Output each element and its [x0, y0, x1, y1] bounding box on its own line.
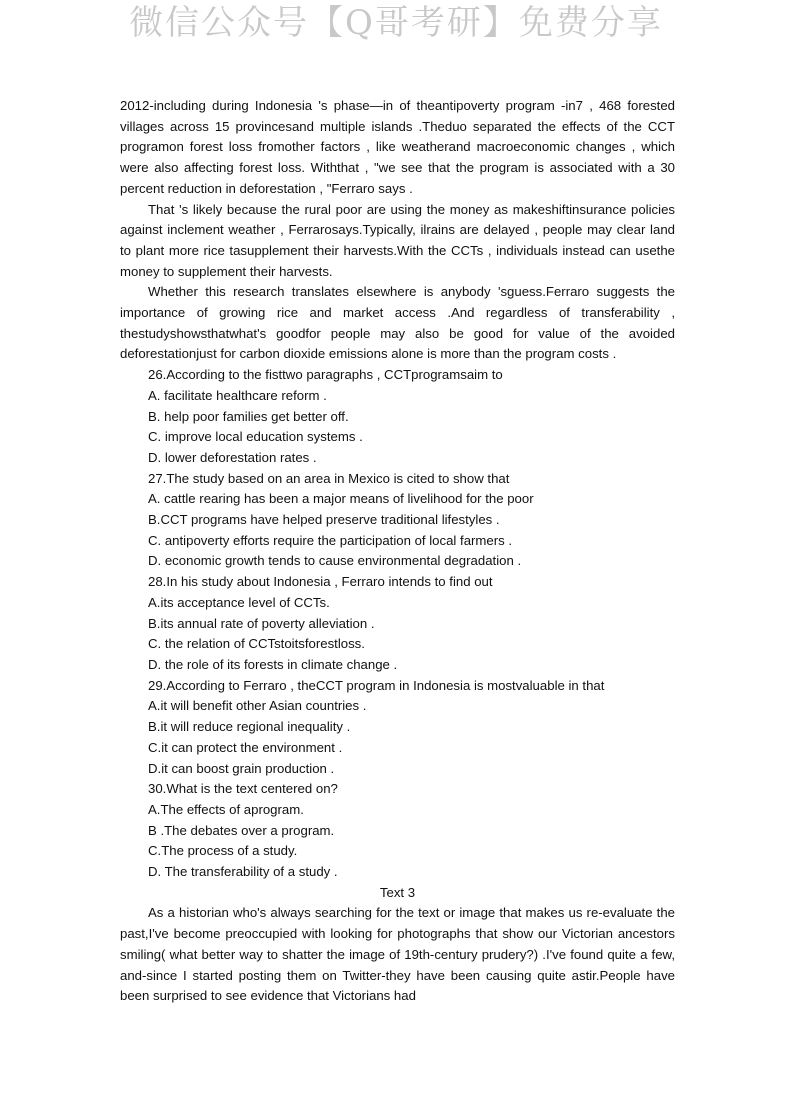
option-b: B. help poor families get better off. [148, 408, 349, 424]
option-c: C.it can protect the environment . [148, 739, 343, 755]
question-29 [120, 676, 675, 780]
question-stem: 30.What is the text centered on? [148, 781, 338, 797]
option-d: D. economic growth tends to cause environmental degradation . [148, 553, 522, 569]
question-30 [120, 779, 675, 883]
question-stem: 27.The study based on an area in Mexico is cited to show that [148, 470, 510, 486]
question-26 [120, 365, 675, 469]
option-c: C. the relation of CCTstoitsforestloss. [148, 636, 365, 652]
option-a: A. facilitate healthcare reform . [148, 387, 327, 403]
question-stem: 28.In his study about Indonesia , Ferraro intends to find out [148, 574, 493, 590]
question-stem: 29.According to Ferraro , theCCT program in Indonesia is mostvaluable in that [148, 677, 605, 693]
watermark: 微信公众号【Q哥考研】免费分享 [129, 3, 663, 43]
option-c: C. antipoverty efforts require the participation of local farmers . [148, 532, 513, 548]
text3-paragraph: As a historian who's always searching for the text or image that makes us re-evaluate the past,I've become preoccupied with looking for photographs that show our Victorian ancestors smiling( what better way to shatter the image of 19th-century prudery?) .I've found quite a few, and-since I started posting them on Twitter-they have been causing quite astir.People have been surprised to see evidence that Victorians had [120, 905, 675, 1004]
option-a: A.its acceptance level of CCTs. [148, 594, 330, 610]
option-b: B.CCT programs have helped preserve traditional lifestyles . [148, 512, 500, 528]
document-body [120, 96, 675, 1007]
question-28 [120, 572, 675, 676]
option-b: B.it will reduce regional inequality . [148, 719, 351, 735]
paragraph-1: 2012-including during Indonesia 's phase—in of theantipoverty program -in7 , 468 forested villages across 15 provincesand multiple islands .Theduo separated the effects of the CCT programon forest loss fromother factors , like weatherand macroeconomic changes , which were also affecting forest loss. Withthat , "we see that the program is associated with a 30 percent reduction in deforestation , "Ferraro says . [120, 98, 675, 196]
question-27 [120, 469, 675, 573]
option-c: C.The process of a study. [148, 843, 298, 859]
option-b: B.its annual rate of poverty alleviation . [148, 615, 375, 631]
paragraph-3: Whether this research translates elsewhere is anybody 'sguess.Ferraro suggests the importance of growing rice and market access .And regardless of transferability , thestudyshowsthatwhat's goodfor people may also be good for value of the avoided deforestationjust for carbon dioxide emissions alone is more than the program costs . [120, 284, 675, 362]
option-d: D. lower deforestation rates . [148, 449, 317, 465]
option-a: A.The effects of aprogram. [148, 801, 304, 817]
option-a: A.it will benefit other Asian countries . [148, 698, 367, 714]
question-stem: 26.According to the fisttwo paragraphs , CCTprogramsaim to [148, 367, 503, 383]
option-d: D.it can boost grain production . [148, 760, 335, 776]
option-d: D. The transferability of a study . [148, 864, 338, 880]
section-heading: Text 3 [379, 884, 416, 900]
paragraph-2: That 's likely because the rural poor are using the money as makeshiftinsurance policies against inclement weather , Ferrarosays.Typically, ilrains are delayed , people may clear land to plant more rice tasupplement their harvests.With the CCTs , individuals instead can usethe money to supplement their harvests. [120, 201, 675, 279]
option-a: A. cattle rearing has been a major means of livelihood for the poor [148, 491, 534, 507]
option-d: D. the role of its forests in climate change . [148, 656, 398, 672]
option-b: B .The debates over a program. [148, 822, 335, 838]
option-c: C. improve local education systems . [148, 429, 363, 445]
